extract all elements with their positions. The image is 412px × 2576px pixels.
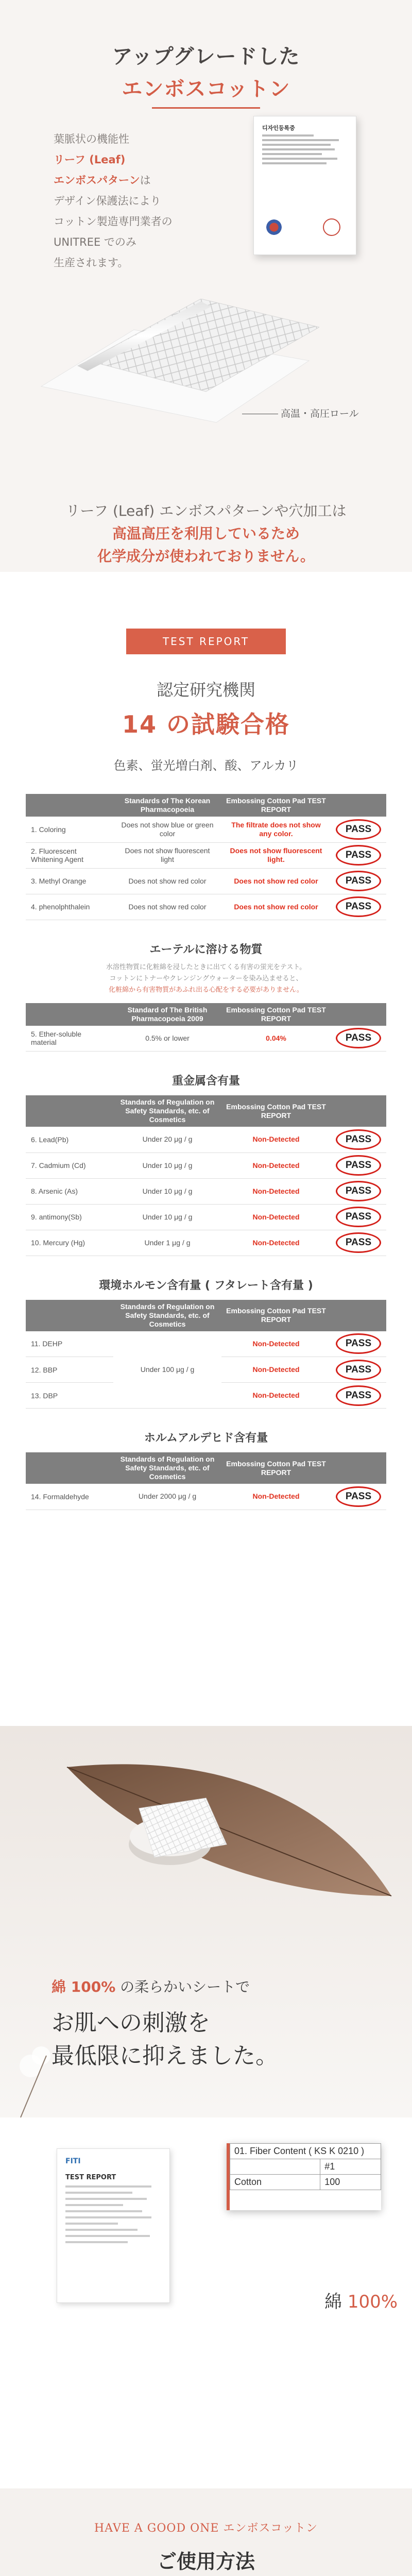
test-result: Does not show fluorescent light.	[221, 842, 331, 868]
report-note-line: 化粧綿から有害物質があふれ出る心配をする必要がありません。	[109, 986, 303, 994]
report-block	[0, 794, 412, 920]
pass-stamp-icon: PASS	[336, 1360, 381, 1380]
pass-stamp-icon: PASS	[336, 1232, 381, 1253]
test-item: 10. Mercury (Hg)	[26, 1230, 113, 1256]
table-header-row	[26, 1452, 386, 1484]
roll-label: 高温・高圧ロール	[281, 408, 359, 419]
table-row	[26, 1230, 386, 1256]
photo-line1	[52, 1976, 250, 1996]
fiber-content-section	[0, 2117, 412, 2488]
test-item: 3. Methyl Orange	[26, 868, 113, 894]
table-header: Embossing Cotton Pad TEST REPORT	[221, 1300, 331, 1331]
table-row	[26, 842, 386, 868]
test-result: 0.04%	[221, 1026, 331, 1052]
certificate-title: 디자인등록증	[262, 125, 295, 131]
pass-stamp-cell	[331, 1230, 386, 1256]
zoom-header: 01. Fiber Content ( KS K 0210 )	[230, 2144, 381, 2159]
pass-stamp-cell	[331, 1357, 386, 1383]
cotton-photo-section	[0, 1726, 412, 2117]
report-block-title: 環境ホルモン含有量 ( フタレート含有量 )	[99, 1279, 313, 1292]
desc-line: 生産されます。	[54, 257, 129, 269]
table-header: Embossing Cotton Pad TEST REPORT	[221, 1003, 331, 1026]
test-item: 14. Formaldehyde	[26, 1484, 113, 1510]
table-header: Standard of The British Pharmacopoeia 2009	[113, 1003, 221, 1026]
zoom-value: 100	[320, 2175, 381, 2190]
pass-stamp-icon: PASS	[336, 896, 381, 917]
table-header-row	[26, 1095, 386, 1127]
desc-line: 葉脈状の機能性	[54, 133, 129, 145]
pass-stamp-cell	[331, 1026, 386, 1052]
report-note-line: 水溶性物質に化粧綿を浸したときに出てくる有害の蛍光をテスト。	[106, 963, 306, 971]
caption-line: 高温高圧を利用しているため	[112, 525, 300, 542]
pass-stamp-cell	[331, 1127, 386, 1153]
table-row	[26, 1484, 386, 1510]
table-header	[26, 1452, 113, 1484]
pass-stamp-icon: PASS	[336, 819, 381, 840]
test-item: 5. Ether-soluble material	[26, 1026, 113, 1052]
pass-stamp-icon: PASS	[336, 1486, 381, 1507]
table-header	[26, 1095, 113, 1127]
pass-stamp-cell	[331, 1331, 386, 1357]
pass-stamp-cell	[331, 817, 386, 842]
usage-heading: HAVE A GOOD ONE エンボスコットン	[94, 2522, 318, 2535]
report-table	[26, 1452, 386, 1510]
test-report-badge: TEST REPORT	[126, 629, 286, 654]
table-header-row	[26, 794, 386, 817]
test-item: 2. Fluorescent Whitening Agent	[26, 842, 113, 868]
desc-highlight: エンボスパターン	[54, 174, 140, 187]
standard-value: Under 10 μg / g	[113, 1204, 221, 1230]
standard-value: Does not show blue or green color	[113, 817, 221, 842]
cotton-percentage-label	[324, 2287, 398, 2313]
standard-value: Under 2000 μg / g	[113, 1484, 221, 1510]
table-header: Embossing Cotton Pad TEST REPORT	[221, 794, 331, 817]
test-result: Non-Detected	[221, 1357, 331, 1383]
label-prefix: 綿	[324, 2292, 348, 2312]
test-item: 12. BBP	[26, 1357, 113, 1383]
title-underline	[152, 107, 260, 109]
table-header: Standards of Regulation on Safety Standards, etc. of Cosmetics	[113, 1300, 221, 1331]
photo-line1-highlight: 綿 100%	[52, 1978, 116, 1995]
table-header	[331, 794, 386, 817]
report-block-title: 重金属含有量	[171, 1075, 240, 1088]
pass-stamp-cell	[331, 1383, 386, 1409]
test-result: Non-Detected	[221, 1331, 331, 1357]
table-header: Standards of Regulation on Safety Standards, etc. of Cosmetics	[113, 1452, 221, 1484]
test-result: The filtrate does not show any color.	[221, 817, 331, 842]
table-row	[26, 1204, 386, 1230]
hero-title-line2: エンボスコットン	[122, 77, 290, 101]
test-result: Non-Detected	[221, 1178, 331, 1204]
pass-stamp-icon: PASS	[336, 845, 381, 866]
table-header: Standards of Regulation on Safety Standards, etc. of Cosmetics	[113, 1095, 221, 1127]
zoom-col: #1	[320, 2159, 381, 2175]
test-result: Non-Detected	[221, 1153, 331, 1178]
report-note	[0, 962, 412, 996]
photo-line: お肌への刺激を	[52, 2010, 210, 2036]
table-row	[26, 1331, 386, 1357]
report-tables	[0, 794, 412, 1510]
table-row	[26, 894, 386, 920]
report-block-title: エーテルに溶ける物質	[149, 943, 263, 956]
caption-line: 化学成分が使われておりません。	[97, 548, 315, 565]
standard-value: Under 20 μg / g	[113, 1127, 221, 1153]
design-certificate-image	[253, 116, 356, 255]
usage-section	[0, 2488, 412, 2576]
test-item: 6. Lead(Pb)	[26, 1127, 113, 1153]
zoom-label: Cotton	[230, 2175, 320, 2190]
test-item: 13. DBP	[26, 1383, 113, 1409]
table-header	[331, 1300, 386, 1331]
test-result: Non-Detected	[221, 1484, 331, 1510]
pass-stamp-icon: PASS	[336, 1207, 381, 1227]
document-title: TEST REPORT	[65, 2174, 116, 2181]
pass-stamp-icon: PASS	[336, 1385, 381, 1406]
embossed-sheet-illustration	[31, 299, 319, 428]
standard-value: Under 10 μg / g	[113, 1178, 221, 1204]
hero-description	[54, 129, 239, 273]
fiber-content-zoom	[227, 2143, 381, 2210]
test-report-section	[0, 572, 412, 1726]
table-header	[26, 1003, 113, 1026]
test-result: Non-Detected	[221, 1204, 331, 1230]
table-header	[331, 1003, 386, 1026]
table-header	[331, 1095, 386, 1127]
label-value: 100%	[347, 2292, 398, 2312]
hero-section	[0, 0, 412, 572]
test-report-document-image	[57, 2148, 170, 2303]
table-row	[26, 1127, 386, 1153]
table-row	[26, 1178, 386, 1204]
table-header: Embossing Cotton Pad TEST REPORT	[221, 1095, 331, 1127]
desc-line: は	[140, 174, 151, 187]
test-item: 8. Arsenic (As)	[26, 1178, 113, 1204]
table-header-row	[26, 1300, 386, 1331]
pass-stamp-cell	[331, 842, 386, 868]
desc-line: UNITREE でのみ	[54, 236, 136, 248]
desc-line: デザイン保護法により	[54, 195, 161, 207]
standard-value: Under 100 μg / g	[113, 1331, 221, 1409]
table-row	[26, 1153, 386, 1178]
table-row	[26, 1026, 386, 1052]
test-result: Non-Detected	[221, 1127, 331, 1153]
table-header	[331, 1452, 386, 1484]
table-header: Embossing Cotton Pad TEST REPORT	[221, 1452, 331, 1484]
report-table	[26, 1095, 386, 1256]
pass-stamp-cell	[331, 1178, 386, 1204]
pass-stamp-icon: PASS	[336, 871, 381, 891]
desc-line: リーフ (Leaf)	[54, 154, 126, 166]
hero-title-line1: アップグレードした	[112, 45, 300, 69]
pass-stamp-cell	[331, 868, 386, 894]
usage-title: ご使用方法	[157, 2550, 255, 2573]
report-block	[0, 941, 412, 1052]
pass-stamp-icon: PASS	[336, 1181, 381, 1201]
pass-headline: 14 の試験合格	[122, 710, 290, 738]
standard-value: 0.5% or lower	[113, 1026, 221, 1052]
photo-line: 最低限に抑えました。	[52, 2043, 278, 2069]
report-block-title: ホルムアルデヒド含有量	[144, 1432, 268, 1445]
standard-value: Under 1 μg / g	[113, 1230, 221, 1256]
caption-line: リーフ (Leaf) エンボスパターンや穴加工は	[65, 502, 347, 519]
test-item: 4. phenolphthalein	[26, 894, 113, 920]
standard-value: Does not show red color	[113, 894, 221, 920]
pass-stamp-icon: PASS	[336, 1155, 381, 1176]
table-row	[26, 868, 386, 894]
report-table	[26, 1300, 386, 1409]
pass-stamp-cell	[331, 894, 386, 920]
photo-line1-text: の柔らかいシートで	[115, 1978, 250, 1995]
hero-title	[0, 0, 412, 109]
institution-label: 認定研究機関	[156, 680, 255, 700]
photo-headline	[52, 2007, 278, 2073]
table-header	[26, 794, 113, 817]
pass-stamp-cell	[331, 1153, 386, 1178]
report-note-line: コットンにトナーやクレンジングウォーターを染み込ませると、	[109, 974, 303, 982]
seal-icon	[266, 219, 282, 235]
report-block	[0, 1277, 412, 1409]
test-item: 9. antimony(Sb)	[26, 1204, 113, 1230]
pass-stamp-cell	[331, 1484, 386, 1510]
zoom-empty-cell	[230, 2159, 320, 2175]
table-header	[26, 1300, 113, 1331]
standard-value: Does not show red color	[113, 868, 221, 894]
fiti-logo: FITI	[65, 2157, 81, 2165]
test-result: Non-Detected	[221, 1383, 331, 1409]
standard-value: Does not show fluorescent light	[113, 842, 221, 868]
test-item: 1. Coloring	[26, 817, 113, 842]
test-item: 11. DEHP	[26, 1331, 113, 1357]
test-result: Non-Detected	[221, 1230, 331, 1256]
test-item: 7. Cadmium (Cd)	[26, 1153, 113, 1178]
hero-caption	[0, 500, 412, 568]
stamp-icon	[323, 218, 340, 236]
test-result: Does not show red color	[221, 894, 331, 920]
report-block	[0, 1072, 412, 1256]
pass-stamp-icon: PASS	[336, 1333, 381, 1354]
standard-value: Under 10 μg / g	[113, 1153, 221, 1178]
table-header-row	[26, 1003, 386, 1026]
table-row	[26, 817, 386, 842]
report-block	[0, 1429, 412, 1510]
pass-stamp-icon: PASS	[336, 1028, 381, 1048]
test-result: Does not show red color	[221, 868, 331, 894]
pass-stamp-cell	[331, 1204, 386, 1230]
pass-stamp-icon: PASS	[336, 1129, 381, 1150]
desc-line: コットン製造専門業者の	[54, 215, 173, 228]
report-table	[26, 1003, 386, 1052]
table-header: Standards of The Korean Pharmacopoeia	[113, 794, 221, 817]
report-table	[26, 794, 386, 920]
report-subtitle: 色素、蛍光増白剤、酸、アルカリ	[113, 758, 299, 773]
